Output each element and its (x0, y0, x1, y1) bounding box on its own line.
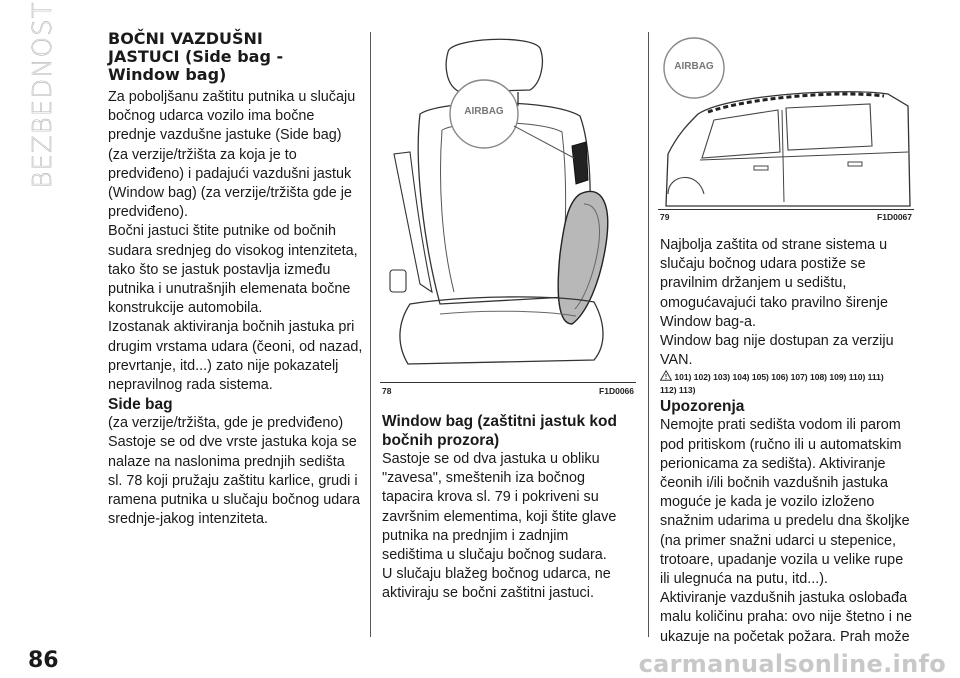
section-title: BEZBEDNOST (28, 1, 58, 189)
section-heading (108, 30, 363, 84)
column-right (660, 236, 915, 647)
paragraph: Za poboljšanu zaštitu putnika u slučaju bočnog udarca vozilo ima bočne prednje vazdušne jastuke (Side bag) (za verzije/tržišta za koja je to predviđeno) i padajući vazdušni jastuk (Window bag) (za verzije/tržišta gde je predviđeno). (108, 89, 356, 221)
figure-number: 79 (660, 212, 670, 222)
airbag-label: AIRBAG (674, 61, 714, 72)
column-divider-left (370, 32, 371, 637)
figure-rule (658, 209, 914, 210)
window-bag-heading: Window bag (zaštitni jastuk kod bočnih prozora) (382, 413, 617, 449)
column-left (108, 30, 363, 529)
figure-code: F1D0067 (877, 212, 912, 222)
section-side-tab (18, 0, 68, 230)
figure-number: 78 (382, 386, 392, 396)
page-number: 86 (28, 648, 59, 673)
paragraph: Window bag nije dostupan za verziju VAN. (660, 333, 894, 369)
figure-code: F1D0066 (599, 386, 634, 396)
warning-triangle-icon (660, 370, 672, 381)
paragraph: Aktiviranje vazdušnih jastuka oslobađa malu količinu praha: ovo nije štetno i ne ukazuje na početak požara. Prah može (660, 590, 912, 645)
paragraph: Sastoje se od dve vrste jastuka koja se nalaze na naslonima prednjih sedišta sl. 78 koji pružaju zaštitu karlice, grudi i ramena putnika u slučaju bočnog udara srednje-jakog intenziteta. (108, 434, 361, 528)
heading-line: JASTUCI (Side bag - (108, 47, 284, 66)
paragraph: U slučaju blažeg bočnog udarca, ne aktiviraju se bočni zaštitni jastuci. (382, 566, 611, 602)
column-divider-right (648, 32, 649, 637)
reference-list: 112) 113) (660, 385, 696, 396)
heading-line: Window bag) (108, 65, 227, 84)
figure-79-car (658, 34, 914, 226)
subheading-side-bag: Side bag (108, 396, 173, 414)
figure-rule (380, 382, 636, 383)
figure-78-seat (380, 34, 636, 394)
paragraph: (za verzije/tržišta, gde je predviđeno) (108, 415, 344, 432)
warning-references (660, 370, 915, 397)
heading-line: BOČNI VAZDUŠNI (108, 29, 263, 48)
airbag-label: AIRBAG (464, 106, 504, 117)
paragraph: Nemojte prati sedišta vodom ili parom pod pritiskom (ručno ili u automatskim perionicama za sedišta). Aktiviranje čeonih i/ili bočnih vazdušnih jastuka moguće je kada je vozilo izloženo snažnim udarima u predelu dna školjke (na primer snažni udarci u stepenice, trotoare, upadanje vozila u velike rupe ili ulegnuća na putu, itd...). (660, 417, 910, 588)
paragraph: Izostanak aktiviranja bočnih jastuka pri drugim vrstama udara (čeoni, od nazad, prevrtanje, itd...) zato nije pokazatelj nepravilnog rada sistema. (108, 319, 363, 394)
paragraph: Sastoje se od dva jastuka u obliku "zavesa", smeštenih iza bočnog tapacira krova sl. 79 i pokriveni su završnim elementima, koji štite glave putnika na prednjim i zadnjim sedištima u slučaju bočnog sudara. (382, 451, 617, 564)
reference-list: 101) 102) 103) 104) 105) 106) 107) 108) 109) 110) 111) (674, 372, 884, 383)
seat-illustration (380, 34, 636, 394)
warnings-heading: Upozorenja (660, 398, 745, 416)
watermark: carmanualsonline.info (638, 650, 946, 678)
column-middle (382, 412, 632, 604)
paragraph: Najbolja zaštita od strane sistema u slučaju bočnog udara postiže se pravilnim držanjem u sedištu, omogućavajući tako pravilno širenje Window bag-a. (660, 237, 888, 330)
paragraph: Bočni jastuci štite putnike od bočnih sudara srednjeg do visokog intenziteta, tako što se jastuk postavlja između putnika i unutrašnjih elemenata bočne konstrukcije automobila. (108, 223, 358, 317)
